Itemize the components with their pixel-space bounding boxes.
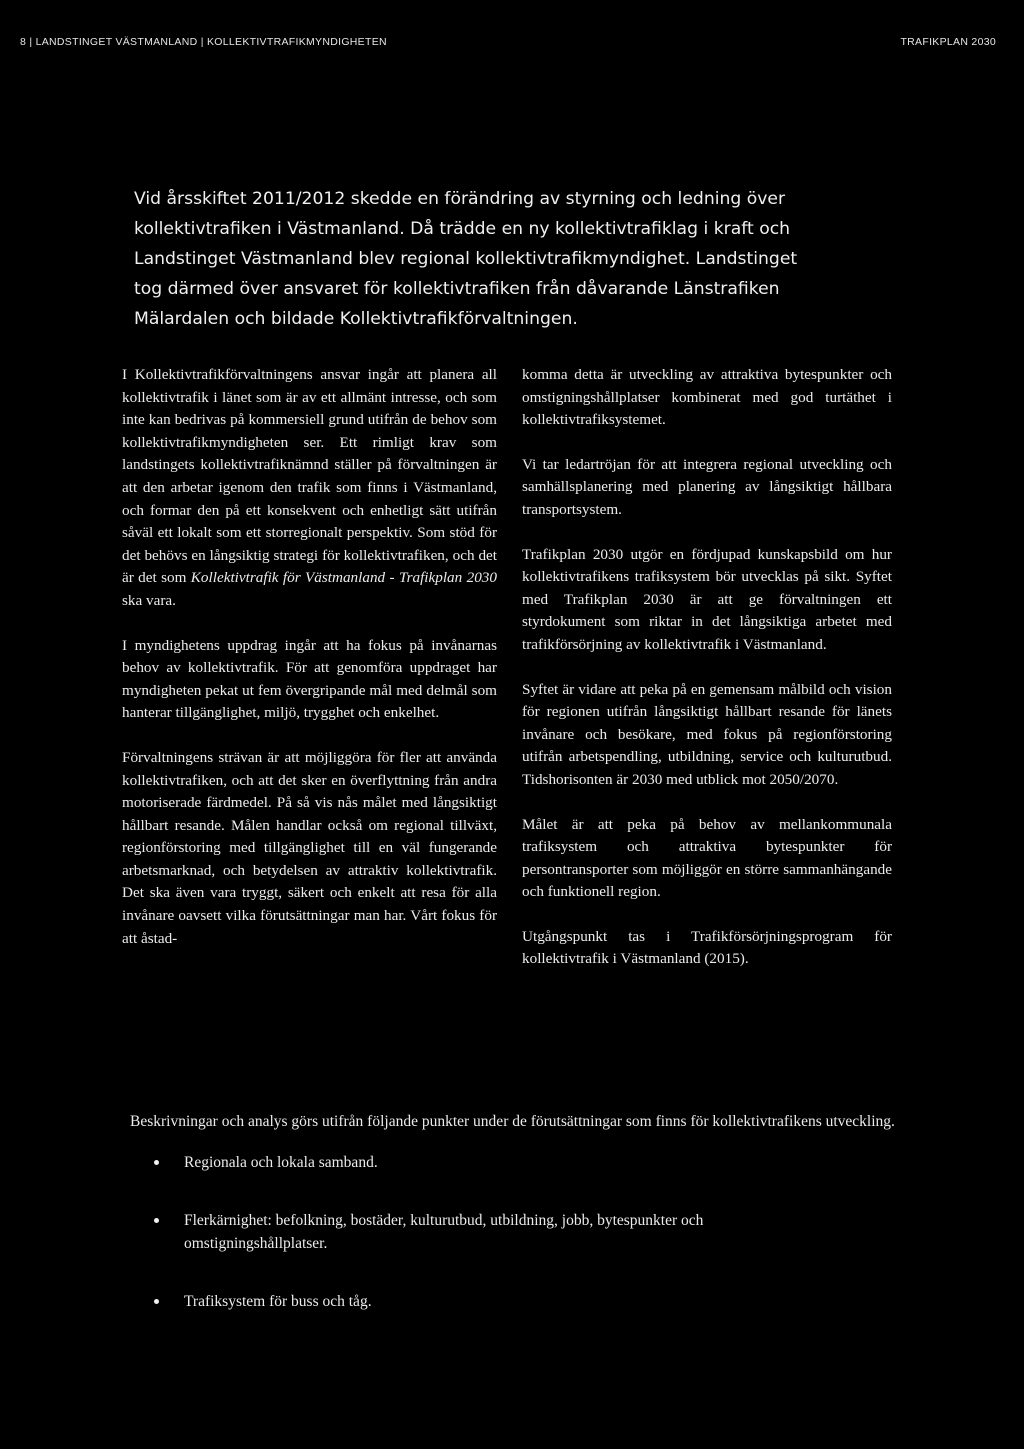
right-paragraph-5: Målet är att peka på behov av mellankommunala trafiksystem och attraktiva bytespunkter för persontransporter som möjliggör en större sammanhängande och funktionell region. — [522, 815, 892, 901]
header-left: 8 | LANDSTINGET VÄSTMANLAND | KOLLEKTIVTRAFIKMYNDIGHETEN — [20, 36, 387, 48]
right-paragraph-6: Utgångspunkt tas i Trafikförsörjningsprogram för kollektivtrafik i Västmanland (2015). — [522, 927, 892, 968]
bottom-intro: Beskrivningar och analys görs utifrån följande punkter under de förutsättningar som finns för kollektivtrafikens utveckling. — [130, 1113, 895, 1130]
intro-paragraph: Vid årsskiftet 2011/2012 skedde en förändring av styrning och ledning över kollektivtrafiken i Västmanland. Då trädde en ny kollektivtrafiklag i kraft och Landstinget Västmanland blev regional kollektivtrafikmyndighet. Landstinget tog därmed över ansvaret för kollektivtrafiken från dåvarande Länstrafiken Mälardalen och bildade Kollektivtrafikförvaltningen. — [134, 189, 798, 329]
list-item — [130, 1290, 704, 1313]
bullet-icon — [154, 1218, 159, 1223]
list-item — [130, 1209, 704, 1255]
left-p1-text: I Kollektivtrafikförvaltningens ansvar ingår att planera all kollektivtrafik i länet som är av ett allmänt intresse, och som inte kan bedrivas på kommersiell grund utifrån de behov som kollektivtrafikmyndigheten ser. Ett rimligt krav som landstingets kollektivtrafiknämnd ställer på förvaltningen är att den arbetar igenom den trafik som finns i Västmanland, och formar den på ett konsekvent och enhetligt sätt utifrån såväl ett lokalt som ett storregionalt perspektiv. Som stöd för det behövs en långsiktig strategi för kollektivtrafiken, och det är det som — [122, 366, 497, 587]
page-header — [20, 36, 1004, 52]
left-column — [122, 364, 497, 972]
right-column — [522, 364, 892, 993]
right-paragraph-3: Trafikplan 2030 utgör en fördjupad kunskapsbild om hur kollektivtrafikens trafiksystem bör utvecklas på sikt. Syftet med Trafikplan 2030 är att ge förvaltningen ett styrdokument som riktar in det långsiktiga arbetet med trafikförsörjning av kollektivtrafik i Västmanland. — [522, 545, 892, 653]
bullet-icon — [154, 1160, 159, 1165]
bullet-icon — [154, 1299, 159, 1304]
list-item — [130, 1151, 704, 1174]
right-paragraph-4: Syftet är vidare att peka på en gemensam målbild och vision för regionen utifrån långsiktigt hållbart resande för länets invånare och besökare, med fokus på regionförstoring utifrån arbetspendling, utbildning, service och kulturutbud. Tidshorisonten är 2030 med utblick mot 2050/2070. — [522, 680, 892, 788]
right-paragraph-1: komma detta är utveckling av attraktiva bytespunkter och omstigningshållplatser kombinerat med god turtäthet i kollektivtrafiksystemet. — [522, 366, 892, 429]
bullet-list — [130, 1151, 910, 1313]
left-paragraph-2: I myndighetens uppdrag ingår att ha fokus på invånarnas behov av kollektivtrafik. För att genomföra uppdraget har myndigheten pekat ut fem övergripande mål med delmål som hanterar tillgänglighet, miljö, trygghet och enkelhet. — [122, 636, 497, 722]
bottom-section — [130, 1110, 910, 1348]
list-item-text: Trafiksystem för buss och tåg. — [184, 1293, 372, 1310]
list-item-text: Regionala och lokala samband. — [184, 1154, 378, 1171]
list-item-text: Flerkärnighet: befolkning, bostäder, kulturutbud, utbildning, jobb, bytespunkter och omstigningshållplatser. — [184, 1212, 704, 1252]
right-paragraph-2: Vi tar ledartröjan för att integrera regional utveckling och samhällsplanering med planering av långsiktigt hållbara transportsystem. — [522, 455, 892, 518]
document-title-italic: Kollektivtrafik för Västmanland - Trafikplan 2030 — [190, 569, 497, 587]
header-right: TRAFIKPLAN 2030 — [900, 36, 996, 48]
left-paragraph-1 — [122, 364, 497, 613]
left-paragraph-3: Förvaltningens strävan är att möjliggöra för fler att använda kollektivtrafiken, och att det sker en överflyttning från andra motoriserade färdmedel. På så vis nås målet med långsiktigt hållbart resande. Målen handlar också om regional tillväxt, regionförstoring med tillgänglighet till en väl fungerande arbetsmarknad, och betydelsen av attraktiv kollektivtrafik. Det ska även vara tryggt, säkert och enkelt att resa för alla invånare oavsett vilka förutsättningar man har. Vårt fokus för att åstad- — [122, 748, 497, 947]
left-p1-end: ska vara. — [122, 591, 176, 609]
